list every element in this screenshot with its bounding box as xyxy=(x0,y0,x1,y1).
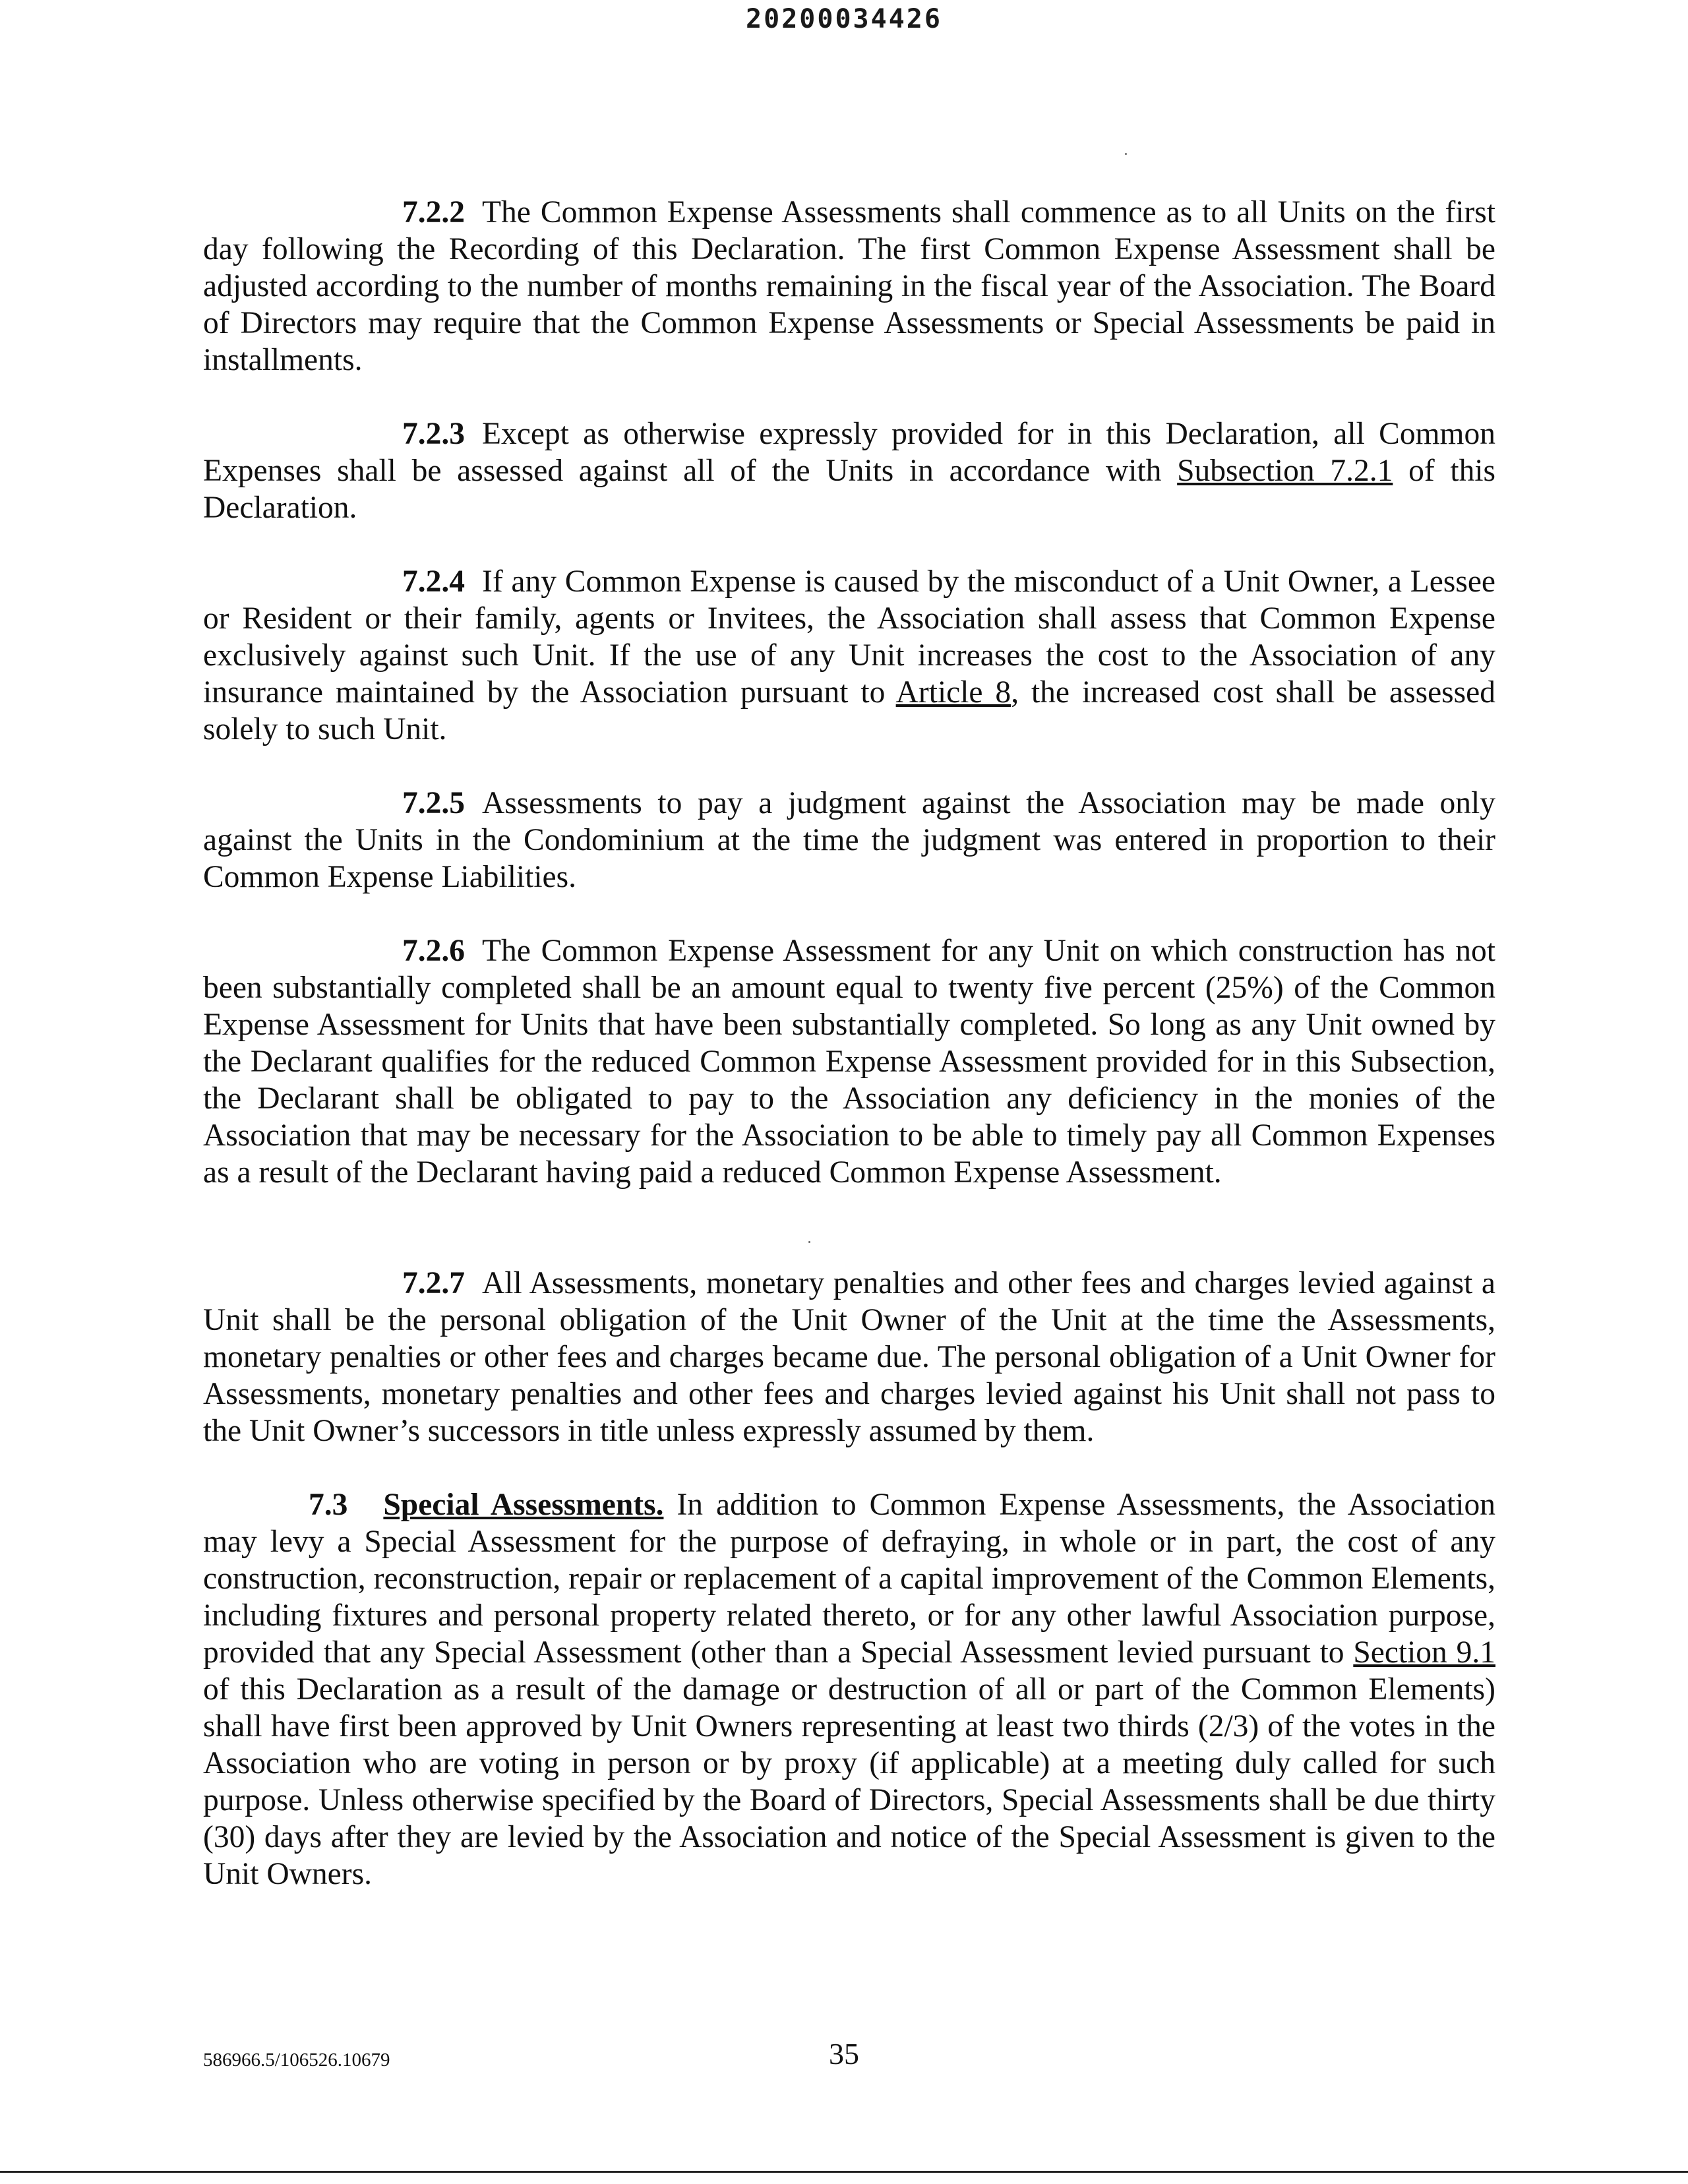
subsection-reference-link: Subsection 7.2.1 xyxy=(1177,454,1393,488)
section-7-2-5 xyxy=(203,785,1495,895)
section-text: All Assessments, monetary penalties and other fees and charges levied against a Unit shall be the personal obligation of the Unit Owner of the Unit at the time the Assessments, monetary penalties or other fees and charges became due. The personal obligation of a Unit Owner for Assessments, monetary penalties and other fees and charges levied against his Unit shall not pass to the Unit Owner’s successors in title unless expressly assumed by them. xyxy=(203,1266,1495,1448)
recording-number: 20200034426 xyxy=(746,4,942,34)
section-7-2-7 xyxy=(203,1265,1495,1449)
section-number: 7.2.2 xyxy=(402,195,465,229)
section-number: 7.2.7 xyxy=(402,1266,465,1300)
section-text-end: of this Declaration as a result of the damage or destruction of all or part of the Common Elements) shall have first been approved by Unit Owners representing at least two thirds (2/3) of the votes in the Association who are voting in person or by proxy (if applicable) at a meeting duly called for such purpose. Unless otherwise specified by the Board of Directors, Special Assessments shall be due thirty (30) days after they are levied by the Association and notice of the Special Assessment is given to the Unit Owners. xyxy=(203,1672,1495,1891)
section-text-end: , the increased cost shall be assessed solely to such Unit. xyxy=(203,675,1495,746)
section-7-3 xyxy=(203,1486,1495,1893)
section-reference-link: Section 9.1 xyxy=(1353,1635,1495,1670)
section-number: 7.2.5 xyxy=(402,786,465,820)
document-id: 586966.5/106526.10679 xyxy=(203,2049,390,2071)
page-number: 35 xyxy=(829,2037,859,2071)
section-text: Assessments to pay a judgment against the Association may be made only against the Units in the Condominium at the time the judgment was entered in proportion to their Common Expense Liabilities. xyxy=(203,786,1495,894)
section-text: In addition to Common Expense Assessments, the Association may levy a Special Assessment for the purpose of defraying, in whole or in part, the cost of any construction, reconstruction, repair or replacement of a capital improvement of the Common Elements, including fixtures and personal property related thereto, or for any other lawful Association purpose, provided that any Special Assessment (other than a Special Assessment levied pursuant to xyxy=(203,1488,1495,1670)
section-7-2-2 xyxy=(203,194,1495,379)
section-heading: Special Assessments. xyxy=(383,1488,664,1522)
bottom-rule xyxy=(0,2171,1688,2173)
section-text: If any Common Expense is caused by the misconduct of a Unit Owner, a Lessee or Resident or their family, agents or Invitees, the Association shall assess that Common Expense exclusively against such Unit. If the use of any Unit increases the cost to the Association of any insurance maintained by the Association pursuant to xyxy=(203,564,1495,710)
section-number: 7.3 xyxy=(309,1488,348,1522)
section-7-2-6 xyxy=(203,932,1495,1191)
section-text: The Common Expense Assessment for any Unit on which construction has not been substantially completed shall be an amount equal to twenty five percent (25%) of the Common Expense Assessment for Units that have been substantially completed. So long as any Unit owned by the Declarant qualifies for the reduced Common Expense Assessment provided for in this Subsection, the Declarant shall be obligated to pay to the Association any deficiency in the monies of the Association that may be necessary for the Association to be able to timely pay all Common Expenses as a result of the Declarant having paid a reduced Common Expense Assessment. xyxy=(203,934,1495,1190)
section-7-2-3 xyxy=(203,415,1495,526)
section-number: 7.2.6 xyxy=(402,934,465,968)
section-7-2-4 xyxy=(203,563,1495,748)
scan-speck xyxy=(808,1241,810,1243)
article-reference-link: Article 8 xyxy=(895,675,1011,710)
section-number: 7.2.3 xyxy=(402,417,465,451)
scan-speck xyxy=(1125,153,1127,155)
section-text: Except as otherwise expressly provided for in this Declaration, all Common Expenses shall be assessed against all of the Units in accordance with xyxy=(203,417,1495,488)
section-text: The Common Expense Assessments shall commence as to all Units on the first day following the Recording of this Declaration. The first Common Expense Assessment shall be adjusted according to the number of months remaining in the fiscal year of the Association. The Board of Directors may require that the Common Expense Assessments or Special Assessments be paid in installments. xyxy=(203,195,1495,377)
section-number: 7.2.4 xyxy=(402,564,465,599)
section-text-end: of this Declaration. xyxy=(203,454,1495,525)
